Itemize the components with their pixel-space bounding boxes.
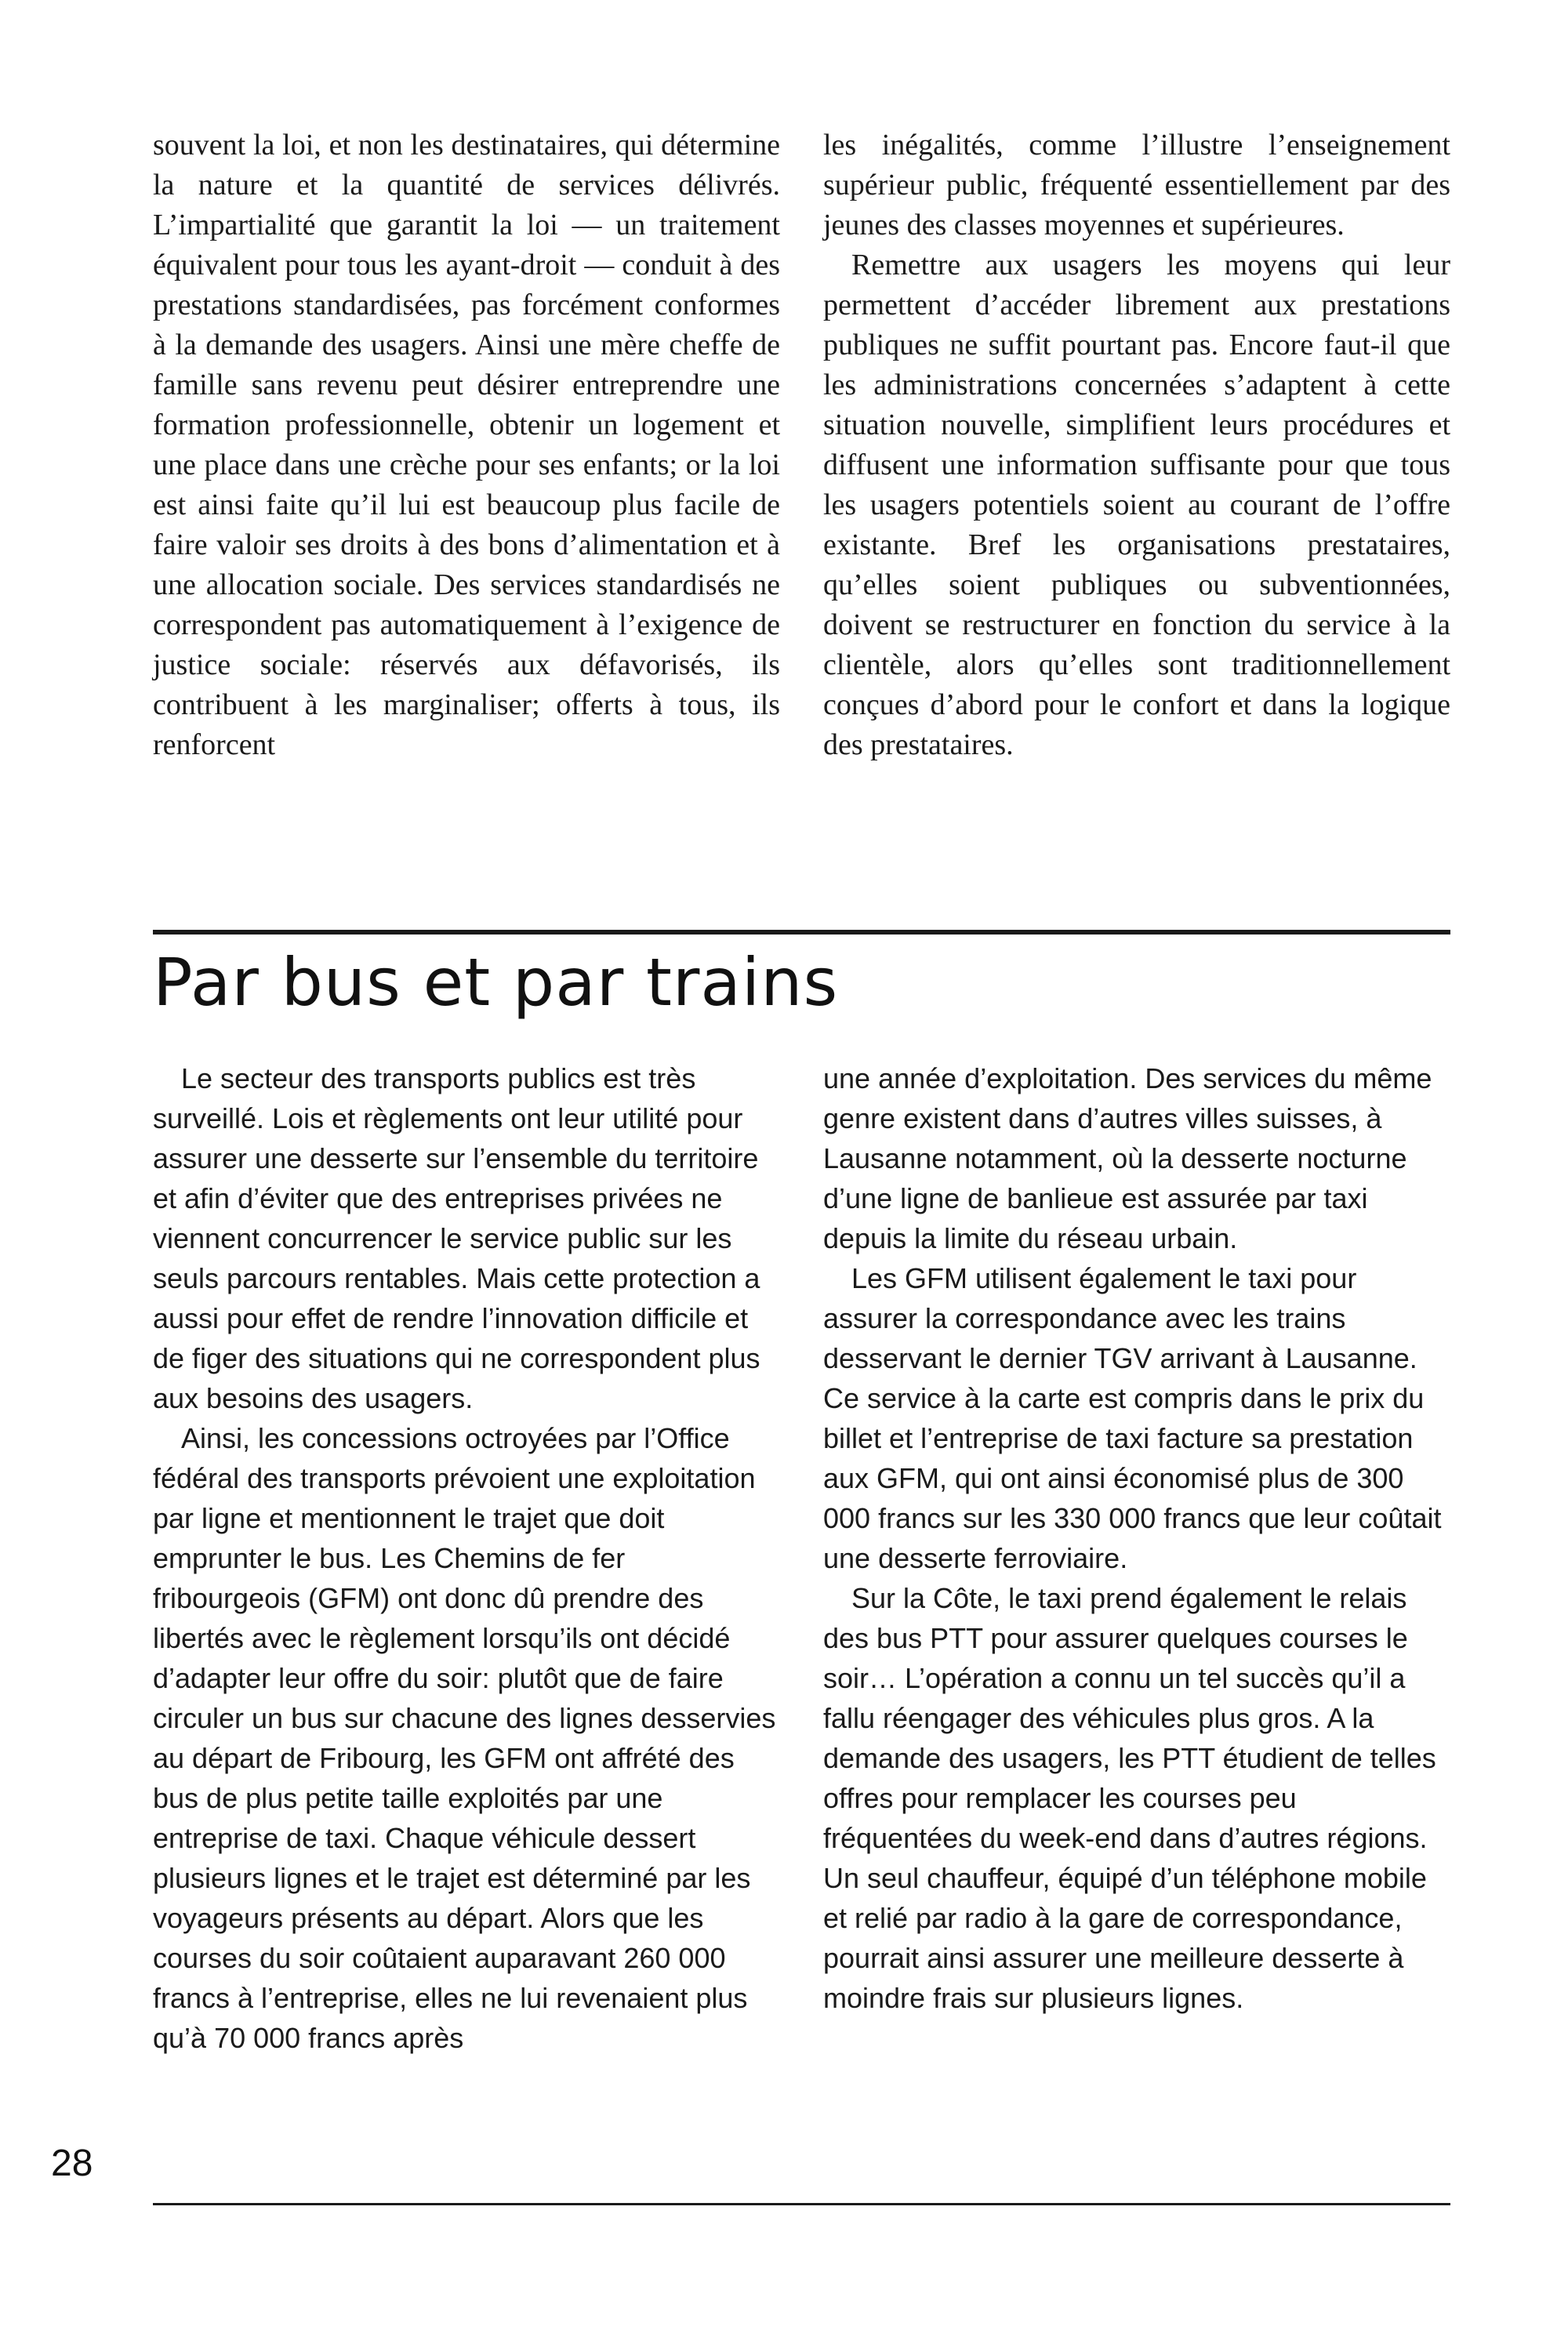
paragraph: les inégalités, comme l’illustre l’enseignement supérieur public, fréquenté essentiellement par des jeunes des classes moyennes et supérieures. xyxy=(823,129,1450,241)
paragraph: Sur la Côte, le taxi prend également le relais des bus PTT pour assurer quelques courses le soir… L’opération a connu un tel succès qu’il a fallu réengager des véhicules plus gros. A la demande des usagers, les PTT étudient de telles offres pour remplacer les courses peu fréquentées du week-end dans d’autres régions. Un seul chauffeur, équipé d’un téléphone mobile et relié par radio à la gare de correspondance, pourrait ainsi assurer une meilleure desserte à moindre frais sur plusieurs lignes. xyxy=(823,1582,1436,2014)
paragraph: Le secteur des transports publics est très surveillé. Lois et règlements ont leur utilité pour assurer une desserte sur l’ensemble du territoire et afin d’éviter que des entreprises privées ne viennent concurrencer le service public sur les seuls parcours rentables. Mais cette protection a aussi pour effet de rendre l’innovation difficile et de figer des situations qui ne correspondent plus aux besoins des usagers. xyxy=(153,1062,760,1414)
paragraph: Ainsi, les concessions octroyées par l’Office fédéral des transports prévoient une exploitation par ligne et mentionnent le trajet que doit emprunter le bus. Les Chemins de fer fribourgeois (GFM) ont donc dû prendre des libertés avec le règlement lorsqu’ils ont décidé d’adapter leur offre du soir: plutôt que de faire circuler un bus sur chacune des lignes desservies au départ de Fribourg, les GFM ont affrété des bus de plus petite taille exploités par une entreprise de taxi. Chaque véhicule dessert plusieurs lignes et le trajet est déterminé par les voyageurs présents au départ. Alors que les courses du soir coûtaient auparavant 260 000 francs à l’entreprise, elles ne lui revenaient plus qu’à 70 000 francs après xyxy=(153,1422,776,2054)
bottom-right-column xyxy=(823,1058,1450,2018)
paragraph: Remettre aux usagers les moyens qui leur permettent d’accéder librement aux prestations publiques ne suffit pourtant pas. Encore faut-il que les administrations concernées s’adaptent à cette situation nouvelle, simplifient leurs procédures et diffusent une information suffisante pour que tous les usagers potentiels soient au courant de l’offre existante. Bref les organisations prestataires, qu’elles soient publiques ou subventionnées, doivent se restructurer en fonction du service à la clientèle, alors qu’elles sont traditionnellement conçues d’abord pour le confort et dans la logique des prestataires. xyxy=(823,249,1450,761)
top-left-column xyxy=(153,125,780,765)
paragraph: souvent la loi, et non les destinataires, qui détermine la nature et la quantité de services délivrés. L’impartialité que garantit la loi — un traitement équivalent pour tous les ayant-droit — conduit à des prestations standardisées, pas forcément conformes à la demande des usagers. Ainsi une mère cheffe de famille sans revenu peut désirer entreprendre une formation professionnelle, obtenir un logement et une place dans une crèche pour ses enfants; or la loi est ainsi faite qu’il lui est beaucoup plus facile de faire valoir ses droits à des bons d’alimentation et à une allocation sociale. Des services standardisés ne correspondent pas automatiquement à l’exigence de justice sociale: réservés aux défavorisés, ils contribuent à les marginaliser; offerts à tous, ils renforcent xyxy=(153,129,780,761)
paragraph: une année d’exploitation. Des services du même genre existent dans d’autres villes suisses, à Lausanne notamment, où la desserte nocturne d’une ligne de banlieue est assurée par taxi depuis la limite du réseau urbain. xyxy=(823,1062,1432,1254)
top-right-column xyxy=(823,125,1450,765)
page-number: 28 xyxy=(51,2143,93,2184)
section-divider xyxy=(153,930,1450,934)
section-heading: Par bus et par trains xyxy=(153,944,839,1021)
bottom-left-column xyxy=(153,1058,780,2058)
paragraph: Les GFM utilisent également le taxi pour assurer la correspondance avec les trains desservant le dernier TGV arrivant à Lausanne. Ce service à la carte est compris dans le prix du billet et l’entreprise de taxi facture sa prestation aux GFM, qui ont ainsi économisé plus de 300 000 francs sur les 330 000 francs que leur coûtait une desserte ferroviaire. xyxy=(823,1262,1442,1574)
footer-divider xyxy=(153,2203,1450,2205)
